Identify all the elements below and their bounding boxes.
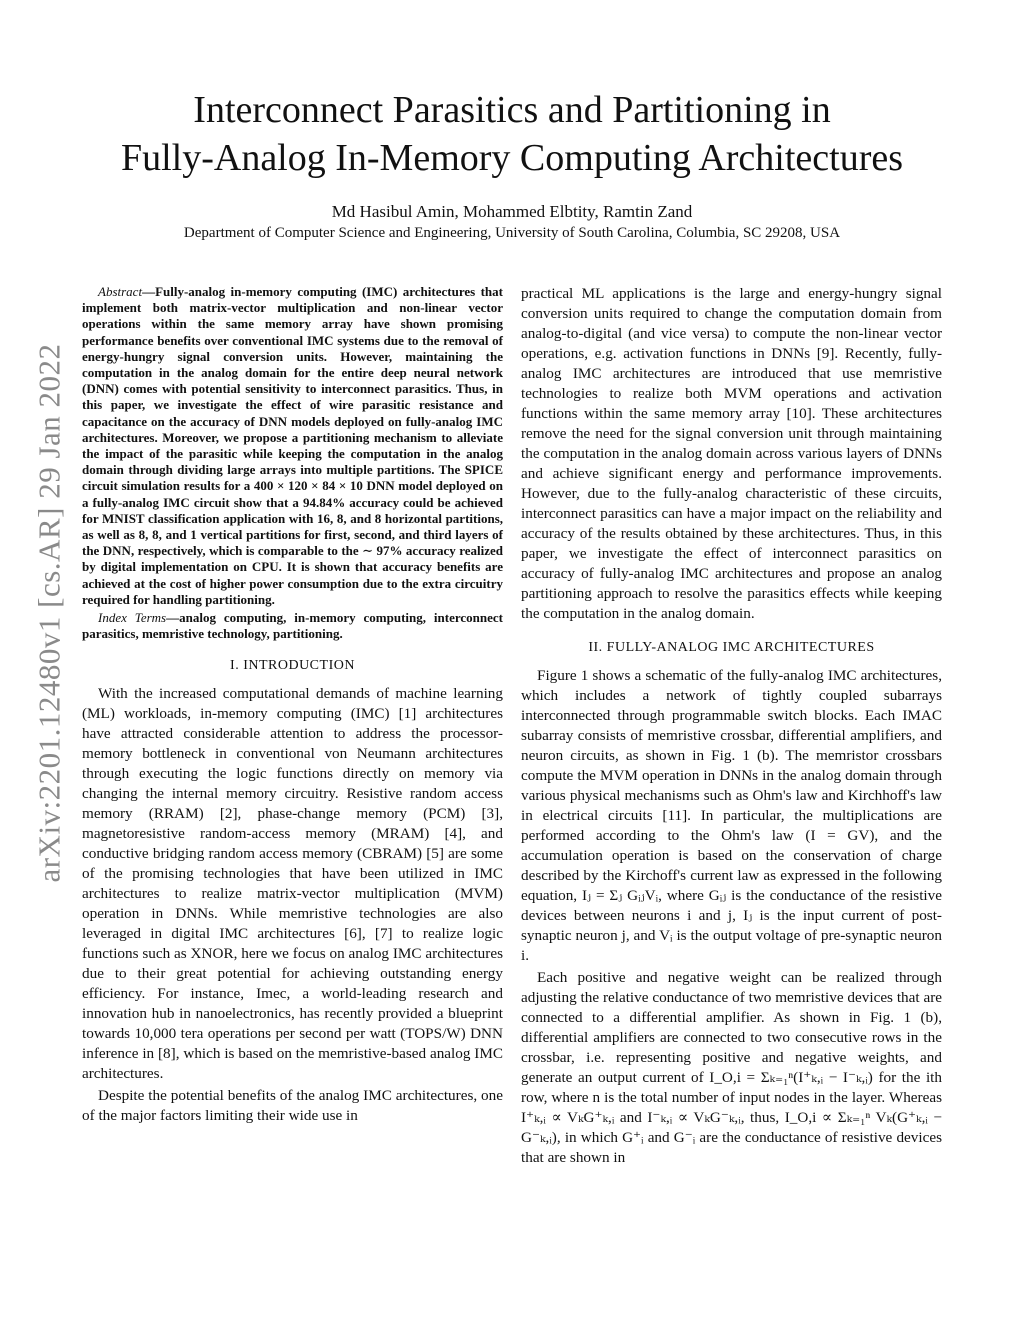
arxiv-identifier-stamp [22,283,78,943]
section-heading-architectures: II. FULLY-ANALOG IMC ARCHITECTURES [588,640,875,655]
paper-title [60,86,964,182]
index-terms-text: —analog computing, in-memory computing, interconnect parasitics, memristive technology, partitioning. [82,610,504,642]
intro-paragraph-2: Despite the potential benefits of the analog IMC architectures, one of the major factors limiting their wide use in [82,1087,503,1125]
abstract-label: Abstract [98,284,143,299]
right-column [521,284,942,1168]
architectures-paragraph-2: Each positive and negative weight can be realized through adjusting the relative conductance of two memristive devices that are connected to a differential amplifier. As shown in Fig. 1 (b), differential amplifiers are connected to two consecutive rows in the crossbar, i.e. representing positive and negative weights, and generate an output current of I_O,i = Σₖ₌₁ⁿ(I⁺ₖ,ᵢ − I⁻ₖ,ᵢ) for the ith row, where n is the total number of input nodes in the layer. Whereas I⁺ₖ,ᵢ ∝ VₖG⁺ₖ,ᵢ and I⁻ₖ,ᵢ ∝ VₖG⁻ₖ,ᵢ, thus, I_O,i ∝ Σₖ₌₁ⁿ Vₖ(G⁺ₖ,ᵢ − G⁻ₖ,ᵢ), in which G⁺ᵢ and G⁻ᵢ are the conductance of resistive devices that are shown in [521,969,942,1166]
title-line-2: Fully-Analog In-Memory Computing Architectures [120,137,904,179]
arxiv-stamp-text: arXiv:2201.12480v1 [cs.AR] 29 Jan 2022 [32,343,67,883]
section-heading-introduction: I. INTRODUCTION [230,658,355,674]
left-column [82,284,503,1126]
index-terms-label: Index Terms [98,610,167,626]
author-list: Md Hasibul Amin, Mohammed Elbtity, Ramtin Zand [331,202,693,221]
abstract [82,284,503,608]
index-terms [82,610,503,642]
title-line-1: Interconnect Parasitics and Partitioning in [193,89,831,131]
architectures-paragraph-1: Figure 1 shows a schematic of the fully-analog IMC architectures, which includes a network of tightly coupled subarrays interconnected through programmable switch blocks. Each IMAC subarray consists of memristive crossbar, differential amplifiers, and neuron circuits, as shown in Fig. 1 (b). The memristor crossbars compute the MVM operation in DNNs in the analog domain through various physical mechanisms such as Ohm's law and Kirchhoff's law in electrical circuits [11]. In particular, the multiplications are performed according to the Ohm's law (I = GV), and the accumulation operation is based on the conservation of charge described by the Kirchoff's current law as expressed in the following equation, Iⱼ = Σⱼ GᵢⱼVᵢ, where Gᵢⱼ is the conductance of the resistive devices between neurons i and j, Iⱼ is the input current of post-synaptic neuron j, and Vᵢ is the output voltage of pre-synaptic neuron i. [521,667,942,964]
affiliation: Department of Computer Science and Engineering, University of South Carolina, Columbia, SC 29208, USA [183,225,841,241]
abstract-text: —Fully-analog in-memory computing (IMC) architectures that implement both matrix-vector multiplication and non-linear vector operations within the same memory array have shown promising performance benefits over conventional IMC systems due to the removal of energy-hungry signal conversion units. However, maintaining the computation in the analog domain for the entire deep neural network (DNN) comes with potential sensitivity to interconnect parasitics. Thus, in this paper, we investigate the effect of wire parasitic resistance and capacitance on the accuracy of DNN models deployed on fully-analog IMC architectures. Moreover, we propose a partitioning mechanism to alleviate the impact of the parasitic while keeping the computation in the analog domain through dividing large arrays into multiple partitions. The SPICE circuit simulation results for a 400 × 120 × 84 × 10 DNN model deployed on a fully-analog IMC circuit show that a 94.84% accuracy could be achieved for MNIST classification application with 16, 8, and 8 horizontal partitions, as well as 8, 8, and 1 vertical partitions for first, second, and third layers of the DNN, respectively, which is comparable to the ∼ 97% accuracy realized by digital implementation on CPU. It is shown that accuracy benefits are achieved at the cost of higher power consumption due to the extra circuitry required for handling partitioning. [82,284,503,607]
intro-continuation-paragraph: practical ML applications is the large and energy-hungry signal conversion units required to change the computation domain from analog-to-digital (and vice versa) to compute the non-linear vector operations, e.g. activation functions in DNNs [9]. Recently, fully-analog IMC architectures are introduced that use memristive technologies to realize both MVM operations and activation functions within the same memory array [10]. These architectures remove the need for the signal conversion unit through maintaining the computation in the analog domain across various layers of DNNs and achieve significant energy and performance improvements. However, due to the fully-analog characteristic of these circuits, interconnect parasitics can have a major impact on the reliability and accuracy of the results obtained by these architectures. Thus, in this paper, we investigate the effect of interconnect parasitics on accuracy of fully-analog IMC architectures and propose an analog partitioning approach to resolve the parasitics effects while keeping the computation in the analog domain. [521,285,942,622]
intro-paragraph-1: With the increased computational demands of machine learning (ML) workloads, in-memory computing (IMC) [1] architectures have attracted considerable attention to address the processor-memory bottleneck in conventional von Neumann architectures through executing the logic functions directly on memory via changing the internal memory circuitry. Resistive random access memory (RRAM) [2], phase-change memory (PCM) [3], magnetoresistive random-access memory (MRAM) [4], and conductive bridging random access memory (CBRAM) [5] are some of the promising technologies that have been utilized in IMC architectures to realize matrix-vector multiplication (MVM) operation in DNNs. While memristive technologies are also leveraged in digital IMC architectures [6], [7] to realize logic functions such as XNOR, here we focus on analog IMC architectures due to their great potential for achieving outstanding energy efficiency. For instance, Imec, a world-leading research and innovation hub in nanoelectronics, has recently provided a blueprint towards 10,000 tera operations per second per watt (TOPS/W) DNN inference in [8], which is based on the memristive-based analog IMC architectures. [82,685,503,1083]
